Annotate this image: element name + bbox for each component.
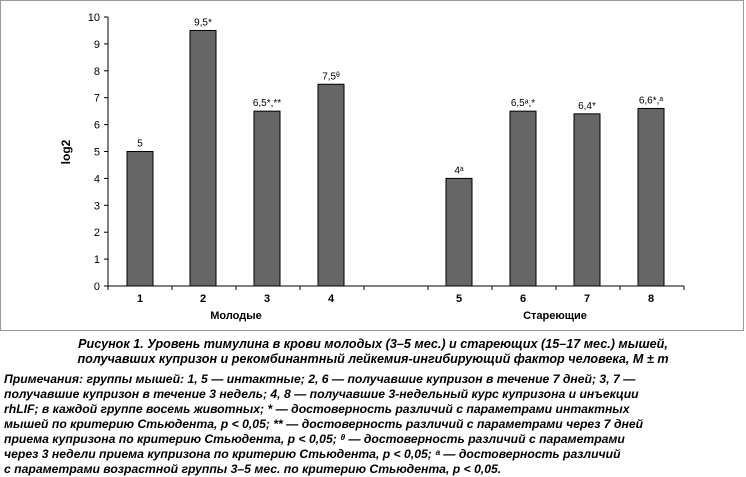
notes-line: с параметрами возрастной группы 3–5 мес. по критерию Стьюдента, p < 0,05. xyxy=(4,462,502,476)
bar-value-label: 5 xyxy=(137,138,143,150)
y-axis-label: log2 xyxy=(59,139,73,165)
x-tick-label: 6 xyxy=(519,293,527,305)
group-label-old: Стареющие xyxy=(523,310,587,322)
bar-value-label: 4ᵃ xyxy=(454,165,464,177)
x-tick-label: 2 xyxy=(199,293,207,305)
notes-line: через 3 недели приема купризона по критерию Стьюдента, p < 0,05; ᵃ — достоверность различий xyxy=(4,447,621,461)
y-tick-label: 3 xyxy=(93,200,100,213)
caption-line: Рисунок 1. Уровень тимулина в крови молодых (3–5 мес.) и стареющих (15–17 мес.) мышей, xyxy=(78,337,668,351)
bar xyxy=(190,30,216,286)
group-label-young: Молодые xyxy=(210,310,262,322)
bar xyxy=(127,152,153,287)
bar-value-label: 6,4* xyxy=(578,100,596,112)
bar xyxy=(254,111,280,286)
notes-line: получавшие купризон в течение 3 недель; 4, 8 — получавшие 3-недельный курс купризона и инъекции xyxy=(4,387,639,401)
y-tick-label: 6 xyxy=(93,119,100,132)
x-tick-label: 8 xyxy=(647,293,655,305)
y-tick-label: 8 xyxy=(93,65,100,78)
figure-notes xyxy=(4,372,740,477)
x-tick-label: 4 xyxy=(327,293,335,305)
x-tick-label: 5 xyxy=(455,293,463,305)
notes-line: мышей по критерию Стьюдента, p < 0,05; ** — достоверность различий с параметрами через 7 дней xyxy=(4,417,644,431)
y-tick-label: 5 xyxy=(93,146,100,159)
y-tick-label: 4 xyxy=(93,173,100,186)
bar-value-label: 6,5*,** xyxy=(252,98,282,110)
figure-caption xyxy=(4,337,742,367)
x-tick-label: 3 xyxy=(263,293,271,305)
y-tick-label: 0 xyxy=(93,281,100,293)
y-tick-label: 9 xyxy=(93,38,100,51)
bar xyxy=(510,111,536,286)
bar-value-label: 6,6*,ᵃ xyxy=(638,95,664,107)
y-tick-label: 7 xyxy=(93,92,100,105)
y-tick-label: 2 xyxy=(93,227,100,240)
bar xyxy=(638,108,664,286)
y-tick-label: 1 xyxy=(93,254,100,267)
bar-value-label: 7,5ᶿ xyxy=(322,71,340,83)
notes-line: приема купризона по критерию Стьюдента, p < 0,05; ᶿ — достоверность различий с параметрами xyxy=(4,432,625,446)
y-tick-label: 10 xyxy=(87,12,100,24)
x-tick-label: 7 xyxy=(583,293,591,305)
bar xyxy=(446,178,472,286)
bar-value-label: 9,5* xyxy=(194,17,212,29)
caption-line: получавших купризон и рекомбинантный лейкемия-ингибирующий фактор человека, M ± m xyxy=(77,352,669,366)
bar xyxy=(318,84,344,286)
notes-line: Примечания: группы мышей: 1, 5 — интактные; 2, 6 — получавшие купризон в течение 7 дней; 3, 7 — xyxy=(4,372,636,386)
bar xyxy=(574,114,600,286)
x-tick-label: 1 xyxy=(136,293,144,305)
bar-value-label: 6,5ᵃ,* xyxy=(510,98,536,110)
notes-line: rhLIF; в каждой группе восемь животных; * — достоверность различий с параметрами интактных xyxy=(4,402,630,416)
